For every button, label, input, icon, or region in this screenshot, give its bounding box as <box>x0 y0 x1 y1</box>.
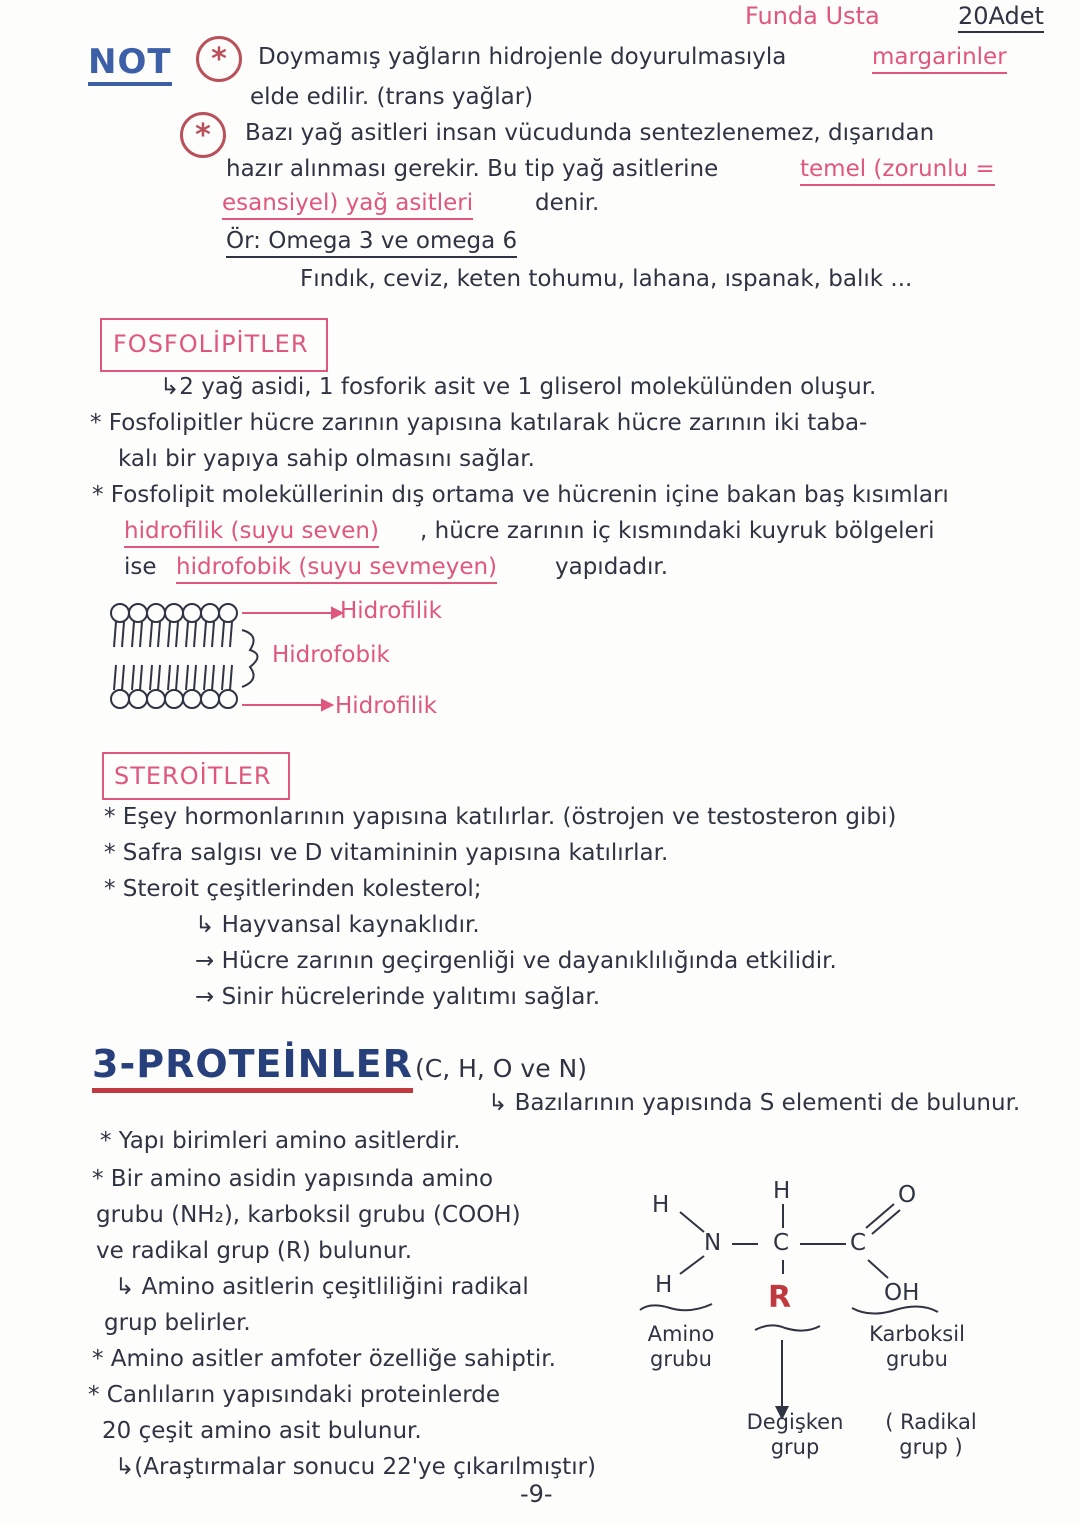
hydrophilic-term: hidrofilik (suyu seven) <box>124 518 379 548</box>
carboxyl-group-label: Karboksil grubu <box>869 1322 965 1372</box>
phospholipids-line6-b: yapıdadır. <box>555 554 669 580</box>
proteins-l6: grup belirler. <box>104 1310 251 1336</box>
note-example-foods: Fındık, ceviz, keten tohumu, lahana, ıspanak, balık ... <box>300 266 913 292</box>
steroids-line6: → Sinir hücrelerinde yalıtımı sağlar. <box>195 984 601 1010</box>
proteins-l3: grubu (NH₂), karboksil grubu (COOH) <box>96 1202 521 1228</box>
proteins-title: 3-PROTEİNLER <box>92 1042 413 1093</box>
note-star-2: * <box>180 112 226 158</box>
phospholipids-line4: * Fosfolipit moleküllerinin dış ortama ve hücrenin içine bakan baş kısımları <box>92 482 949 508</box>
proteins-l1: * Yapı birimleri amino asitlerdir. <box>100 1128 461 1154</box>
proteins-l5: ↳ Amino asitlerin çeşitliliğini radikal <box>115 1274 529 1300</box>
variable-group-label: Değişken grup <box>746 1410 844 1460</box>
phospholipids-line5: , hücre zarının iç kısmındaki kuyruk bölgeleri <box>420 518 935 544</box>
hydrophobic-term: hidrofobik (suyu sevmeyen) <box>176 554 497 584</box>
count-label: 20Adet <box>958 2 1044 33</box>
note-p1-highlight: margarinler <box>872 44 1007 74</box>
note-p1-line1: Doymamış yağların hidrojenle doyurulmasıyla <box>258 44 787 70</box>
diagram-label-bottom: Hidrofilik <box>335 693 437 719</box>
proteins-l10: ↳(Araştırmalar sonucu 22'ye çıkarılmıştır) <box>115 1454 597 1480</box>
phospholipids-line2: * Fosfolipitler hücre zarının yapısına katılarak hücre zarının iki taba- <box>90 410 868 436</box>
steroids-line4: ↳ Hayvansal kaynaklıdır. <box>195 912 480 938</box>
struct-H-top: H <box>773 1178 791 1204</box>
struct-H2: H <box>655 1272 673 1298</box>
steroids-line2: * Safra salgısı ve D vitamininin yapısına katılırlar. <box>104 840 669 866</box>
note-p2-line1: Bazı yağ asitleri insan vücudunda sentezlenemez, dışarıdan <box>245 120 935 146</box>
proteins-l8: * Canlıların yapısındaki proteinlerde <box>88 1382 501 1408</box>
steroids-line1: * Eşey hormonlarının yapısına katılırlar. (östrojen ve testosteron gibi) <box>104 804 897 830</box>
struct-H1: H <box>652 1192 670 1218</box>
diagram-label-top: Hidrofilik <box>340 598 442 624</box>
author-name: Funda Usta <box>745 2 880 30</box>
struct-C2: C <box>850 1230 867 1256</box>
note-p2-line2: hazır alınması gerekir. Bu tip yağ asitlerine <box>226 156 719 182</box>
radical-group-label: ( Radikal grup ) <box>885 1410 977 1460</box>
proteins-elements: (C, H, O ve N) <box>415 1054 587 1083</box>
note-p2-line3: denir. <box>535 190 600 216</box>
diagram-label-middle: Hidrofobik <box>272 642 390 668</box>
proteins-l4: ve radikal grup (R) bulunur. <box>96 1238 413 1264</box>
page-number: -9- <box>520 1480 553 1508</box>
note-example: Ör: Omega 3 ve omega 6 <box>226 228 517 258</box>
amino-group-label: Amino grubu <box>647 1322 715 1372</box>
phospholipids-line6-a: ise <box>124 554 157 580</box>
phospholipids-line1: ↳2 yağ asidi, 1 fosforik asit ve 1 gliserol molekülünden oluşur. <box>160 374 877 400</box>
proteins-l9: 20 çeşit amino asit bulunur. <box>102 1418 422 1444</box>
phospholipids-title: FOSFOLİPİTLER <box>113 330 309 358</box>
proteins-sulfur-note: ↳ Bazılarının yapısında S elementi de bulunur. <box>488 1090 1021 1116</box>
struct-OH: OH <box>884 1280 920 1306</box>
phospholipids-line3: kalı bir yapıya sahip olmasını sağlar. <box>118 446 535 472</box>
steroids-line3: * Steroit çeşitlerinden kolesterol; <box>104 876 482 902</box>
steroids-line5: → Hücre zarının geçirgenliği ve dayanıklılığında etkilidir. <box>195 948 837 974</box>
note-p2-highlight-2: esansiyel) yağ asitleri <box>222 190 473 220</box>
note-p1-line2: elde edilir. (trans yağlar) <box>250 84 534 110</box>
proteins-l7: * Amino asitler amfoter özelliğe sahiptir. <box>92 1346 556 1372</box>
proteins-l2: * Bir amino asidin yapısında amino <box>92 1166 494 1192</box>
steroids-title: STEROİTLER <box>114 762 272 790</box>
struct-R: R <box>768 1280 792 1315</box>
note-star-1: * <box>196 36 242 82</box>
note-p2-highlight-1: temel (zorunlu = <box>800 156 995 186</box>
note-title: NOT <box>88 42 172 86</box>
struct-O: O <box>898 1182 917 1208</box>
struct-N: N <box>704 1230 722 1256</box>
struct-C1: C <box>773 1230 790 1256</box>
